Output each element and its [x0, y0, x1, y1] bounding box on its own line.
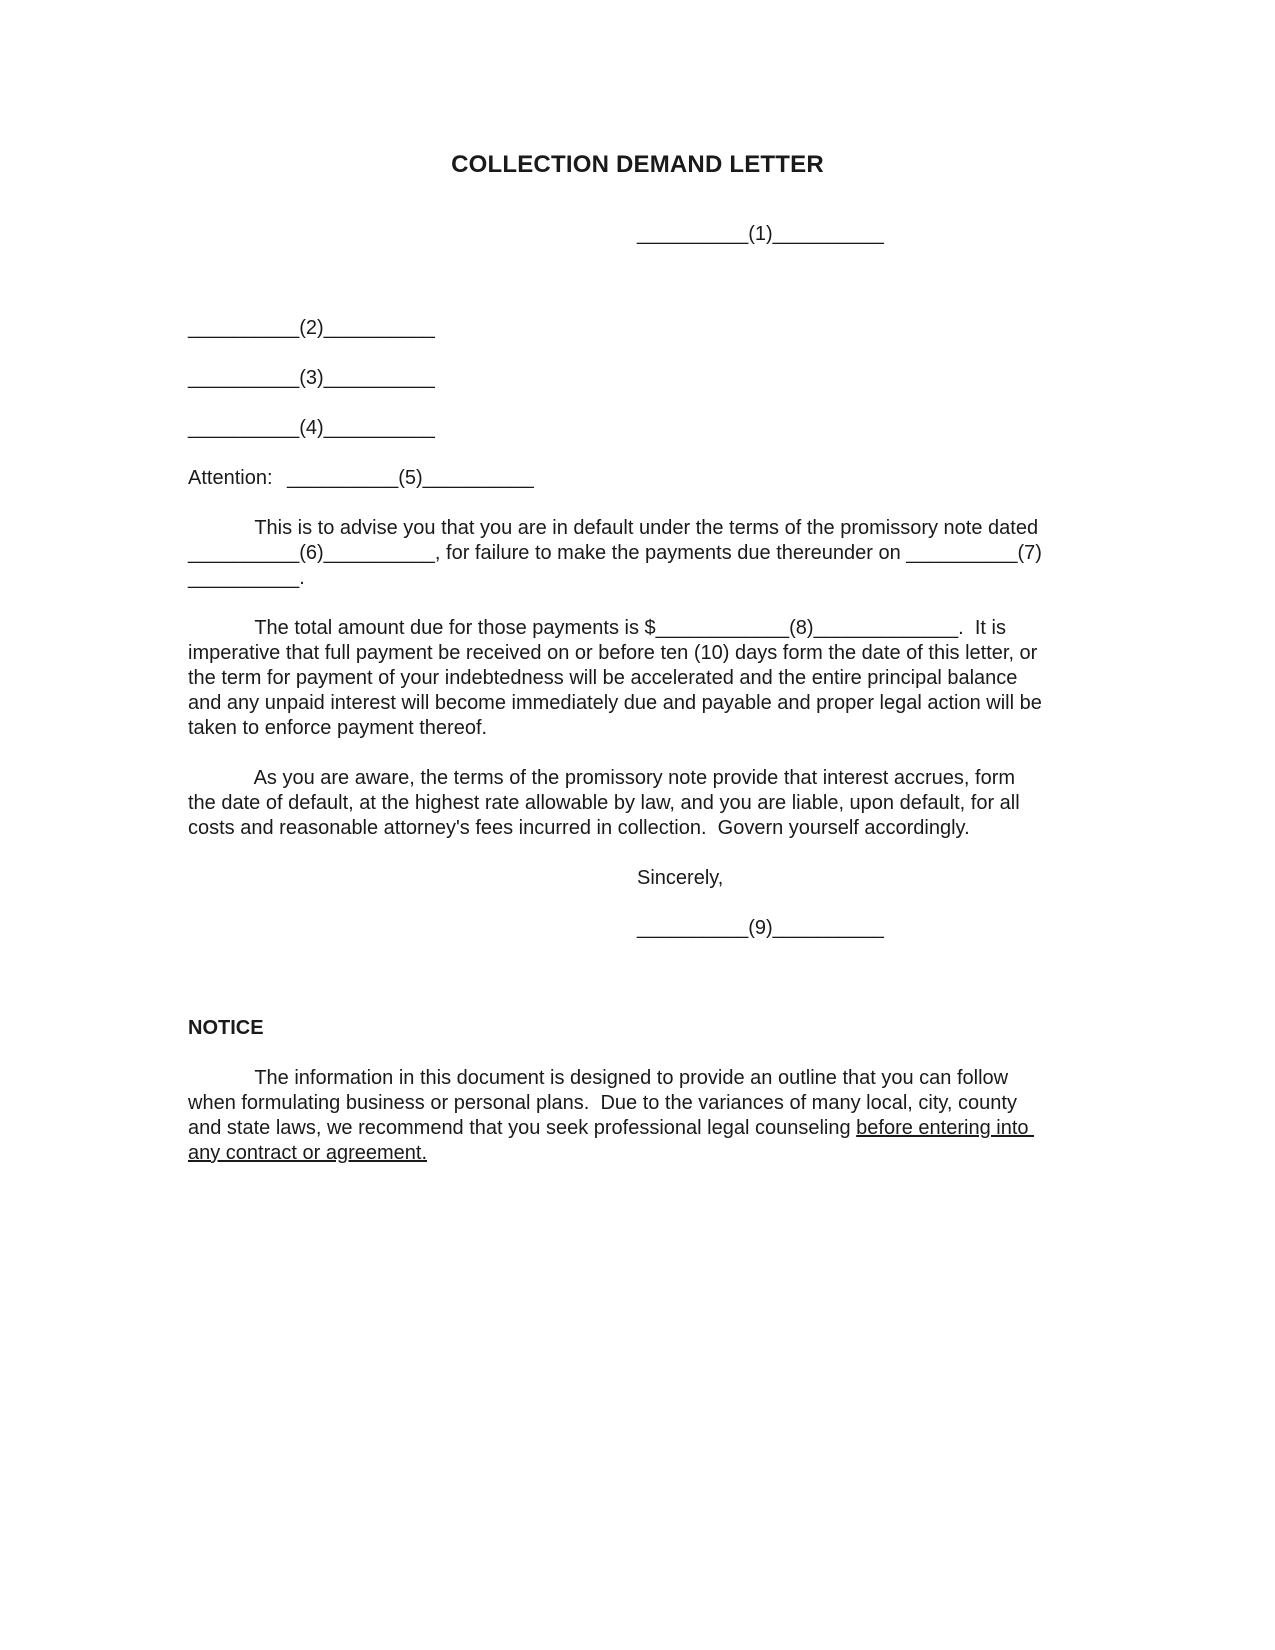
paragraph-line: As you are aware, the terms of the promissory note provide that interest accrues, form — [188, 767, 1016, 789]
notice-heading: NOTICE — [188, 1017, 264, 1039]
closing: Sincerely, — [637, 867, 724, 889]
attention-field: __________(5)__________ — [287, 467, 534, 489]
date-field: __________(1)__________ — [637, 223, 884, 245]
paragraph-line: the date of default, at the highest rate allowable by law, and you are liable, upon default, for all — [188, 792, 1020, 814]
paragraph-line: taken to enforce payment thereof. — [188, 717, 488, 739]
paragraph-line: and any unpaid interest will become immediately due and payable and proper legal action will be — [188, 692, 1042, 714]
notice-paragraph — [188, 1066, 1088, 1166]
document-title: COLLECTION DEMAND LETTER — [451, 151, 824, 178]
paragraph-line: the term for payment of your indebtedness will be accelerated and the entire principal balance — [188, 667, 1018, 689]
attention-label: Attention: — [188, 467, 273, 489]
paragraph-interest-terms — [188, 766, 1088, 841]
paragraph-line: imperative that full payment be received on or before ten (10) days form the date of this letter, or — [188, 642, 1038, 664]
notice-line: when formulating business or personal plans. Due to the variances of many local, city, county — [188, 1092, 1017, 1114]
address-field-3: __________(3)__________ — [188, 367, 435, 389]
notice-text: and state laws, we recommend that you seek professional legal counseling — [188, 1117, 857, 1139]
notice-underlined-line: any contract or agreement. — [188, 1142, 428, 1164]
paragraph-line: This is to advise you that you are in default under the terms of the promissory note dated — [188, 517, 1039, 539]
signature-field: __________(9)__________ — [637, 917, 884, 939]
address-field-2: __________(2)__________ — [188, 317, 435, 339]
paragraph-line: costs and reasonable attorney's fees incurred in collection. Govern yourself accordingly. — [188, 817, 970, 839]
notice-underlined-text: before entering into — [856, 1117, 1035, 1139]
paragraph-amount-due — [188, 616, 1088, 741]
paragraph-line: __________(6)__________, for failure to make the payments due thereunder on __________(7) — [188, 542, 1042, 564]
address-field-4: __________(4)__________ — [188, 417, 435, 439]
paragraph-line: __________. — [188, 567, 305, 589]
notice-line: The information in this document is designed to provide an outline that you can follow — [188, 1067, 1009, 1089]
notice-line — [188, 1116, 1088, 1141]
paragraph-line: The total amount due for those payments is $____________(8)_____________. It is — [188, 617, 1006, 639]
paragraph-default-notice — [188, 516, 1088, 591]
